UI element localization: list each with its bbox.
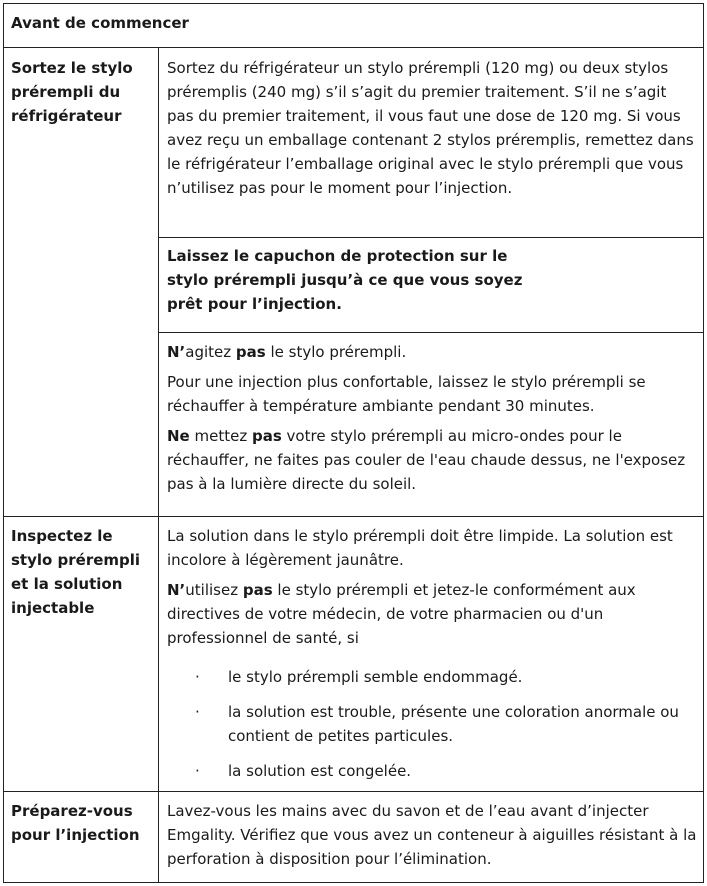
dont-use-warning: N’utilisez pas le stylo prérempli et jetez-le conformément aux directives de votre médecin, de votre pharmacien ou d'un professionnel de santé, si [167,581,636,647]
table-header: Avant de commencer [4,4,703,48]
row-label-inspect: Inspectez le stylo prérempli et la solution injectable [11,527,141,617]
row-label-take-out: Sortez le stylo prérempli du réfrigérateur [11,59,133,125]
bullet-marker: · [195,703,200,721]
warm-tip: Pour une injection plus confortable, laissez le stylo prérempli se réchauffer à température ambiante pendant 30 minutes. [167,373,646,415]
solution-description: La solution dans le stylo prérempli doit être limpide. La solution est incolore à légèrement jaunâtre. [167,527,673,569]
handling-instructions [167,340,697,496]
row-divider [158,237,703,238]
inspect-instructions [167,524,697,650]
list-item: le stylo prérempli semble endommagé. [228,668,523,686]
list-item: la solution est trouble, présente une coloration anormale ou contient de petites particules. [228,703,679,745]
column-divider [158,48,159,882]
row-divider [158,332,703,333]
bullet-marker: · [195,668,200,686]
prepare-instructions: Lavez-vous les mains avec du savon et de l’eau avant d’injecter Emgality. Vérifiez que vous avez un conteneur à aiguilles résistant à la perforation à disposition pour l’élimination. [167,802,697,868]
row-divider [4,516,703,517]
heat-warning: Ne mettez pas votre stylo prérempli au micro-ondes pour le réchauffer, ne faites pas couler de l'eau chaude dessus, ne l'exposez pas à la lumière directe du soleil. [167,427,686,493]
bullet-marker: · [195,762,200,780]
cap-warning: Laissez le capuchon de protection sur le stylo prérempli jusqu’à ce que vous soyez prêt pour l’injection. [167,247,523,313]
instruction-table [3,3,704,883]
shake-warning: N’agitez pas le stylo prérempli. [167,343,407,361]
row-divider [4,791,703,792]
list-item: la solution est congelée. [228,762,412,780]
take-out-instructions [167,56,697,200]
row-label-prepare: Préparez-vous pour l’injection [11,802,140,844]
take-out-text: Sortez du réfrigérateur un stylo prérempli (120 mg) ou deux stylos préremplis (240 mg) s’il s’agit du premier traitement. S’il ne s’agit pas du premier traitement, il vous faut une dose de 120 mg. Si vous avez reçu un emballage contenant 2 stylos préremplis, remettez dans le réfrigérateur l’emballage original avec le stylo prérempli que vous n’utilisez pas pour le moment pour l’injection. [167,59,694,197]
